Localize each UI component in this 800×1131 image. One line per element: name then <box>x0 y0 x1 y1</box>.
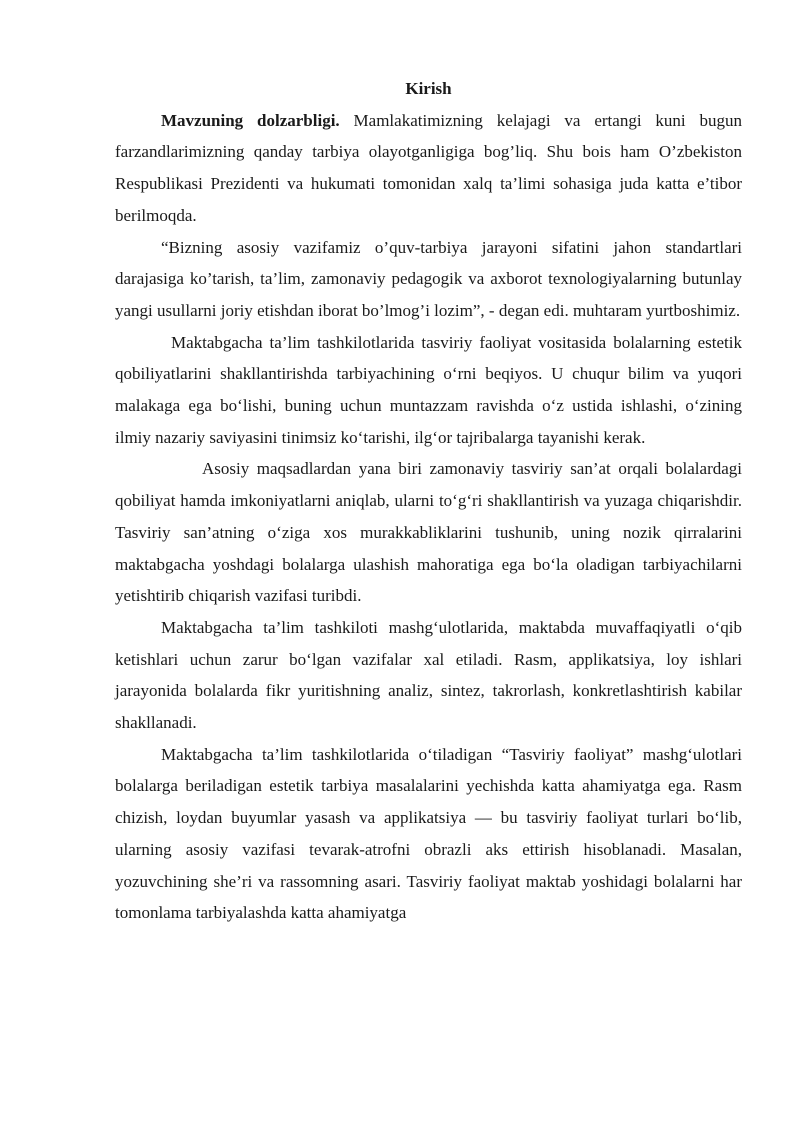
paragraph-text: Mamlakatimizning kelajagi va ertangi kuni bugun farzandlarimizning qanday tarbiya olayotganligiga bog’liq. Shu bois ham O’zbekiston Respublikasi Prezidenti va hukumati tomonidan xalq ta’limi sohasiga juda katta e’tibor berilmoqda. <box>115 110 742 225</box>
paragraph-lead: Mavzuning dolzarbligi. <box>161 110 340 130</box>
page-title: Kirish <box>405 79 452 98</box>
paragraph-visual-activity: Maktabgacha ta’lim tashkilotlarida o‘tiladigan “Tasviriy faoliyat” mashg‘ulotlari bolalarga beriladigan estetik tarbiya masalalarini yechishda katta ahamiyatga ega. Rasm chizish, loydan buyumlar yasash va applikatsiya — bu tasviriy faoliyat turlari bo‘lib, ularning asosiy vazifasi tevarak-atrofni obrazli aks ettirish hisoblanadi. Masalan, yozuvchining she’ri va rassomning asari. Tasviriy faoliyat maktab yoshidagi bolalarni har tomonlama tarbiyalashda katta ahamiyatga <box>115 744 742 923</box>
paragraph-relevance <box>115 105 742 232</box>
document-page <box>115 73 742 929</box>
paragraph-goals: Asosiy maqsadlardan yana biri zamonaviy tasviriy san’at orqali bolalardagi qobiliyat hamda imkoniyatlarni aniqlab, ularni to‘g‘ri shakllantirish va yuzaga chiqarishdir. Tasviriy san’atning o‘ziga xos murakkabliklarini tushunib, uning nozik qirralarini maktabgacha yoshdagi bolalarga ulashish mahoratiga ega bo‘la oladigan tarbiyachilarni yetishtirib chiqarish vazifasi turibdi. <box>115 459 742 606</box>
paragraph-teacher-role: Maktabgacha ta’lim tashkilotlarida tasviriy faoliyat vositasida bolalarning estetik qobiliyatlarini shakllantirishda tarbiyachining o‘rni beqiyos. U chuqur bilim va yuqori malakaga ega bo‘lishi, buning uchun muntazzam ravishda o‘z ustida ishlashi, o‘zining ilmiy nazariy saviyasini tinimsiz ko‘tarishi, ilg‘or tajribalarga tayanishi kerak. <box>115 332 742 447</box>
paragraph-lessons: Maktabgacha ta’lim tashkiloti mashg‘ulotlarida, maktabda muvaffaqiyatli o‘qib ketishlari uchun zarur bo‘lgan vazifalar xal etiladi. Rasm, applikatsiya, loy ishlari jarayonida bolalarda fikr yuritishning analiz, sintez, takrorlash, konkretlashtirish kabilar shakllanadi. <box>115 617 742 733</box>
paragraph-quote: “Bizning asosiy vazifamiz o’quv-tarbiya jarayoni sifatini jahon standartlari darajasiga ko’tarish, ta’lim, zamonaviy pedagogik va axborot texnologiyalarning butunlay yangi usullarni joriy etishdan iborat bo’lmog’i lozim”, - degan edi. muhtaram yurtboshimiz. <box>115 237 742 320</box>
